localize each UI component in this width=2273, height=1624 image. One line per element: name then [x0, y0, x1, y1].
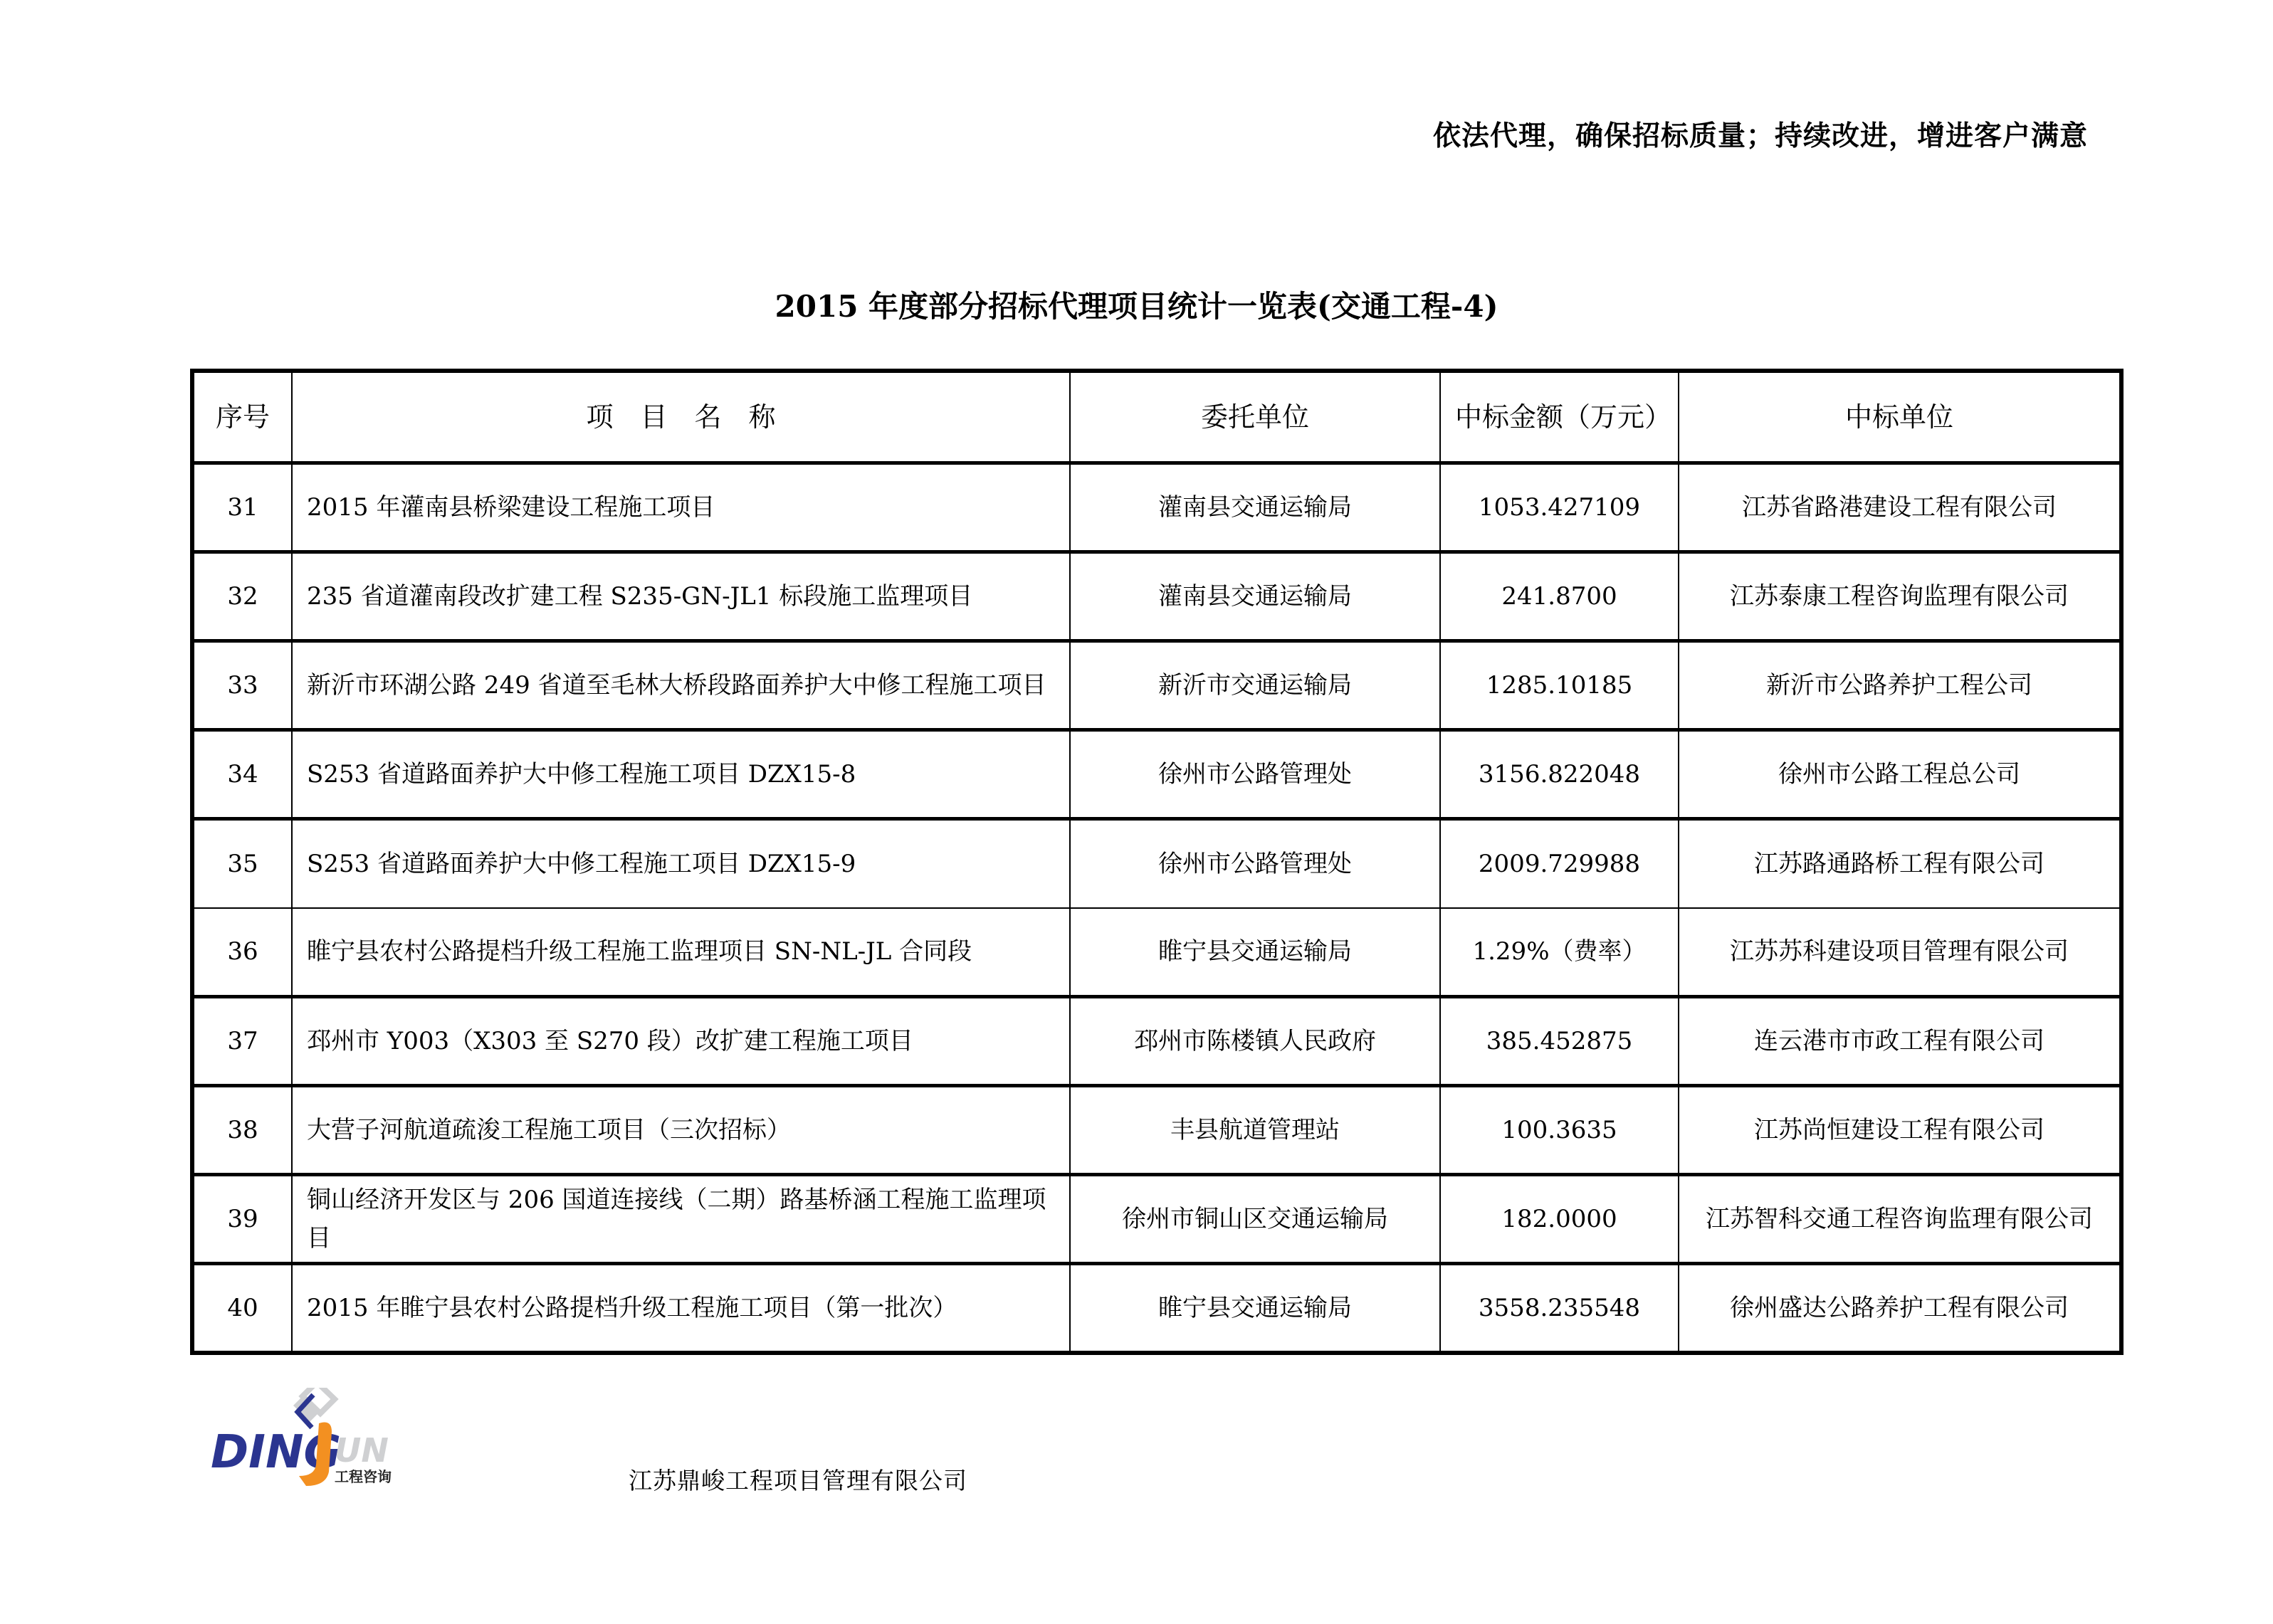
cell-winner: 江苏路通路桥工程有限公司 — [1679, 819, 2121, 908]
table-row — [192, 730, 2121, 819]
table-row — [192, 552, 2121, 641]
logo-ding-text: DING — [211, 1426, 342, 1479]
cell-no: 36 — [192, 908, 292, 997]
cell-winner: 连云港市市政工程有限公司 — [1679, 997, 2121, 1086]
cell-no: 31 — [192, 463, 292, 552]
logo-un-text: UN — [335, 1431, 389, 1470]
table-row — [192, 641, 2121, 730]
project-table — [190, 369, 2124, 1355]
cell-no: 37 — [192, 997, 292, 1086]
col-header-project-name: 项 目 名 称 — [292, 371, 1070, 463]
cell-amount: 182.0000 — [1440, 1175, 1679, 1264]
col-header-amount: 中标金额（万元） — [1440, 371, 1679, 463]
cell-project-name: S253 省道路面养护大中修工程施工项目 DZX15-9 — [292, 819, 1070, 908]
table-row — [192, 1086, 2121, 1175]
cell-winner: 江苏省路港建设工程有限公司 — [1679, 463, 2121, 552]
table-row — [192, 819, 2121, 908]
cell-client: 徐州市公路管理处 — [1070, 730, 1440, 819]
cell-project-name: 邳州市 Y003（X303 至 S270 段）改扩建工程施工项目 — [292, 997, 1070, 1086]
table-row — [192, 997, 2121, 1086]
cell-winner: 江苏苏科建设项目管理有限公司 — [1679, 908, 2121, 997]
cell-project-name: 新沂市环湖公路 249 省道至毛林大桥段路面养护大中修工程施工项目 — [292, 641, 1070, 730]
table-row — [192, 908, 2121, 997]
table-row — [192, 463, 2121, 552]
cell-project-name: 2015 年灌南县桥梁建设工程施工项目 — [292, 463, 1070, 552]
logo-mark-icon — [206, 1388, 413, 1494]
cell-amount: 100.3635 — [1440, 1086, 1679, 1175]
col-header-no: 序号 — [192, 371, 292, 463]
cell-client: 灌南县交通运输局 — [1070, 552, 1440, 641]
cell-no: 38 — [192, 1086, 292, 1175]
dingjun-logo — [206, 1388, 413, 1494]
document-title: 2015 年度部分招标代理项目统计一览表(交通工程-4) — [775, 289, 1498, 324]
cell-client: 邳州市陈楼镇人民政府 — [1070, 997, 1440, 1086]
footer-company-name: 江苏鼎峻工程项目管理有限公司 — [629, 1467, 967, 1494]
cell-no: 40 — [192, 1264, 292, 1353]
cell-amount: 3558.235548 — [1440, 1264, 1679, 1353]
cell-amount: 385.452875 — [1440, 997, 1679, 1086]
cell-client: 睢宁县交通运输局 — [1070, 908, 1440, 997]
cell-no: 34 — [192, 730, 292, 819]
cell-winner: 江苏尚恒建设工程有限公司 — [1679, 1086, 2121, 1175]
cell-project-name: 2015 年睢宁县农村公路提档升级工程施工项目（第一批次） — [292, 1264, 1070, 1353]
cell-project-name: 睢宁县农村公路提档升级工程施工监理项目 SN-NL-JL 合同段 — [292, 908, 1070, 997]
cell-winner: 江苏智科交通工程咨询监理有限公司 — [1679, 1175, 2121, 1264]
table-header-row — [192, 371, 2121, 463]
cell-client: 新沂市交通运输局 — [1070, 641, 1440, 730]
cell-client: 灌南县交通运输局 — [1070, 463, 1440, 552]
cell-amount: 2009.729988 — [1440, 819, 1679, 908]
cell-winner: 徐州盛达公路养护工程有限公司 — [1679, 1264, 2121, 1353]
table-row — [192, 1264, 2121, 1353]
cell-amount: 241.8700 — [1440, 552, 1679, 641]
cell-no: 39 — [192, 1175, 292, 1264]
col-header-winner: 中标单位 — [1679, 371, 2121, 463]
table-row — [192, 1175, 2121, 1264]
cell-winner: 江苏泰康工程咨询监理有限公司 — [1679, 552, 2121, 641]
cell-winner: 徐州市公路工程总公司 — [1679, 730, 2121, 819]
cell-amount: 3156.822048 — [1440, 730, 1679, 819]
cell-client: 丰县航道管理站 — [1070, 1086, 1440, 1175]
cell-client: 徐州市铜山区交通运输局 — [1070, 1175, 1440, 1264]
cell-project-name: 铜山经济开发区与 206 国道连接线（二期）路基桥涵工程施工监理项目 — [292, 1175, 1070, 1264]
cell-project-name: S253 省道路面养护大中修工程施工项目 DZX15-8 — [292, 730, 1070, 819]
cell-no: 35 — [192, 819, 292, 908]
cell-client: 徐州市公路管理处 — [1070, 819, 1440, 908]
col-header-client: 委托单位 — [1070, 371, 1440, 463]
header-slogan: 依法代理，确保招标质量；持续改进，增进客户满意 — [1432, 120, 2088, 152]
cell-winner: 新沂市公路养护工程公司 — [1679, 641, 2121, 730]
cell-project-name: 大营子河航道疏浚工程施工项目（三次招标） — [292, 1086, 1070, 1175]
logo-subtitle-text: 工程咨询 — [335, 1468, 392, 1485]
cell-no: 32 — [192, 552, 292, 641]
cell-amount: 1053.427109 — [1440, 463, 1679, 552]
cell-client: 睢宁县交通运输局 — [1070, 1264, 1440, 1353]
cell-amount: 1.29%（费率） — [1440, 908, 1679, 997]
cell-amount: 1285.10185 — [1440, 641, 1679, 730]
cell-project-name: 235 省道灌南段改扩建工程 S235-GN-JL1 标段施工监理项目 — [292, 552, 1070, 641]
cell-no: 33 — [192, 641, 292, 730]
